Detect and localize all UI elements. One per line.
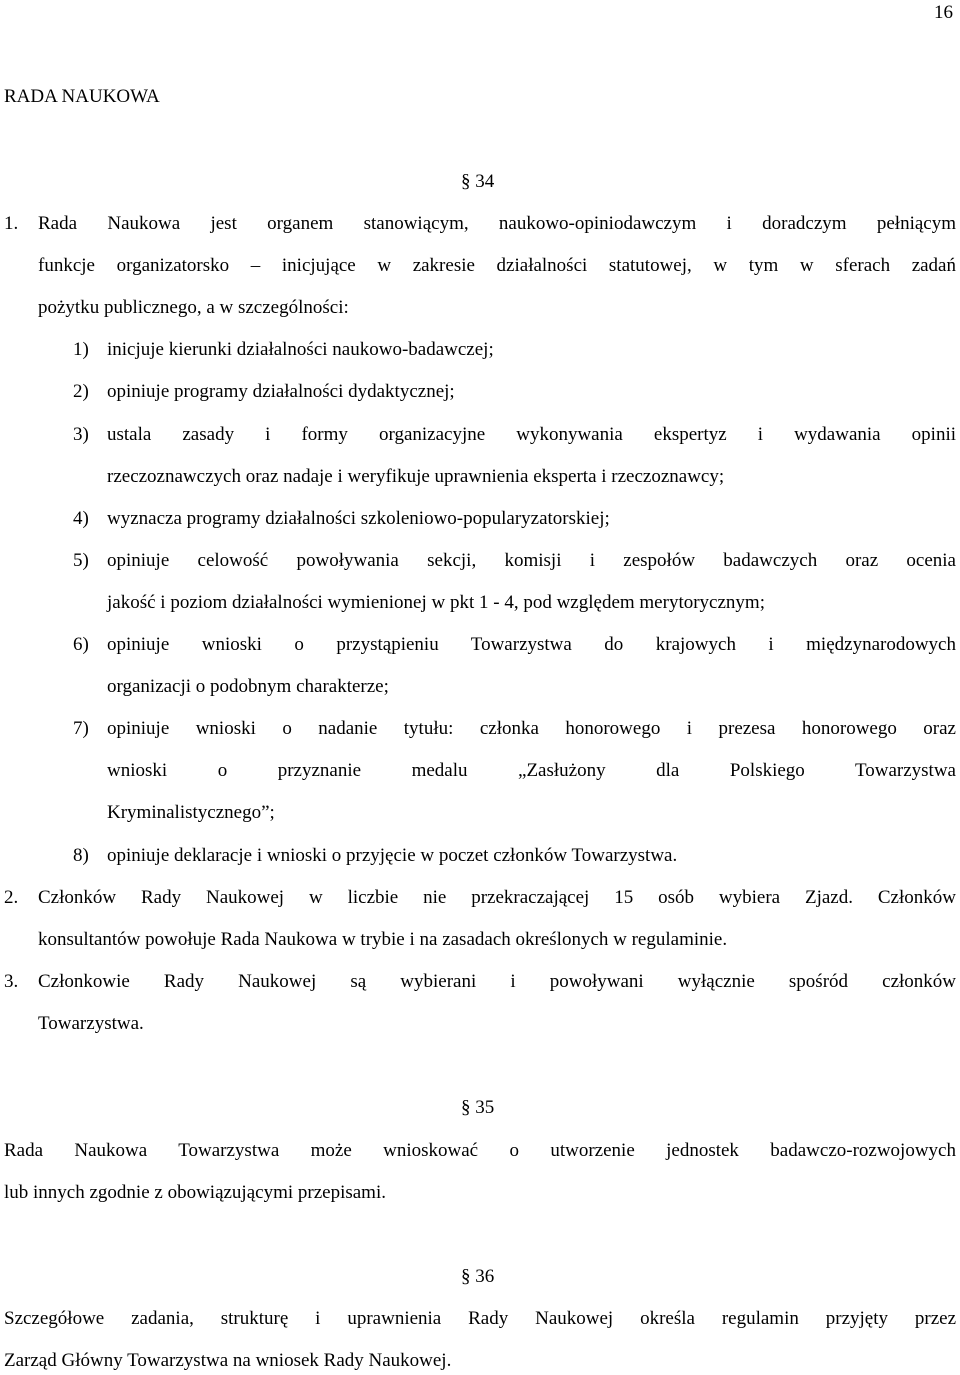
list-item-number: 4) xyxy=(73,508,89,529)
list-item-number: 2) xyxy=(73,381,89,402)
section-title: RADA NAUKOWA xyxy=(4,86,160,107)
clause-1-line-1: Rada Naukowa jest organem stanowiącym, naukowo-opiniodawczym i doradczym pełniącym xyxy=(38,213,956,234)
clause-number-3: 3. xyxy=(4,971,19,992)
list-item-text: inicjuje kierunki działalności naukowo-badawczej; xyxy=(107,339,494,360)
paragraph-36-line-1: Szczegółowe zadania, strukturę i uprawnienia Rady Naukowej określa regulamin przyjęty przez xyxy=(4,1308,956,1329)
list-item-text: opiniuje wnioski o nadanie tytułu: członka honorowego i prezesa honorowego oraz xyxy=(107,718,956,739)
clause-2-line-1: Członków Rady Naukowej w liczbie nie przekraczającej 15 osób wybiera Zjazd. Członków xyxy=(38,887,956,908)
list-item-text: ustala zasady i formy organizacyjne wykonywania ekspertyz i wydawania opinii xyxy=(107,424,956,445)
list-item-text: opiniuje celowość powoływania sekcji, komisji i zespołów badawczych oraz ocenia xyxy=(107,550,956,571)
list-item-text: jakość i poziom działalności wymienionej w pkt 1 - 4, pod względem merytorycznym; xyxy=(107,592,765,613)
paragraph-heading-34: § 34 xyxy=(461,171,495,192)
list-item-number: 7) xyxy=(73,718,89,739)
list-item-text: opiniuje wnioski o przystąpieniu Towarzystwa do krajowych i międzynarodowych xyxy=(107,634,956,655)
paragraph-35-line-1: Rada Naukowa Towarzystwa może wnioskować o utworzenie jednostek badawczo-rozwojowych xyxy=(4,1140,956,1161)
paragraph-heading-36: § 36 xyxy=(461,1266,495,1287)
list-item-number: 6) xyxy=(73,634,89,655)
list-item-text: wnioski o przyznanie medalu „Zasłużony dla Polskiego Towarzystwa xyxy=(107,760,956,781)
paragraph-35-line-2: lub innych zgodnie z obowiązującymi przepisami. xyxy=(4,1182,386,1203)
list-item-number: 3) xyxy=(73,424,89,445)
list-item-number: 5) xyxy=(73,550,89,571)
paragraph-36-line-2: Zarząd Główny Towarzystwa na wniosek Rady Naukowej. xyxy=(4,1350,452,1371)
list-item-text: organizacji o podobnym charakterze; xyxy=(107,676,389,697)
list-item-text: opiniuje programy działalności dydaktycznej; xyxy=(107,381,455,402)
clause-1-line-2: funkcje organizatorsko – inicjujące w zakresie działalności statutowej, w tym w sferach zadań xyxy=(38,255,956,276)
list-item-number: 1) xyxy=(73,339,89,360)
page-number: 16 xyxy=(934,2,953,23)
clause-3-line-2: Towarzystwa. xyxy=(38,1013,144,1034)
clause-number-1: 1. xyxy=(4,213,19,234)
clause-number-2: 2. xyxy=(4,887,19,908)
clause-1-line-3: pożytku publicznego, a w szczególności: xyxy=(38,297,349,318)
list-item-text: Kryminalistycznego”; xyxy=(107,802,275,823)
clause-2-line-2: konsultantów powołuje Rada Naukowa w trybie i na zasadach określonych w regulaminie. xyxy=(38,929,728,950)
list-item-number: 8) xyxy=(73,845,89,866)
clause-3-line-1: Członkowie Rady Naukowej są wybierani i powoływani wyłącznie spośród członków xyxy=(38,971,956,992)
paragraph-heading-35: § 35 xyxy=(461,1097,495,1118)
list-item-text: rzeczoznawczych oraz nadaje i weryfikuje uprawnienia eksperta i rzeczoznawcy; xyxy=(107,466,725,487)
list-item-text: wyznacza programy działalności szkoleniowo-popularyzatorskiej; xyxy=(107,508,610,529)
list-item-text: opiniuje deklaracje i wnioski o przyjęcie w poczet członków Towarzystwa. xyxy=(107,845,678,866)
